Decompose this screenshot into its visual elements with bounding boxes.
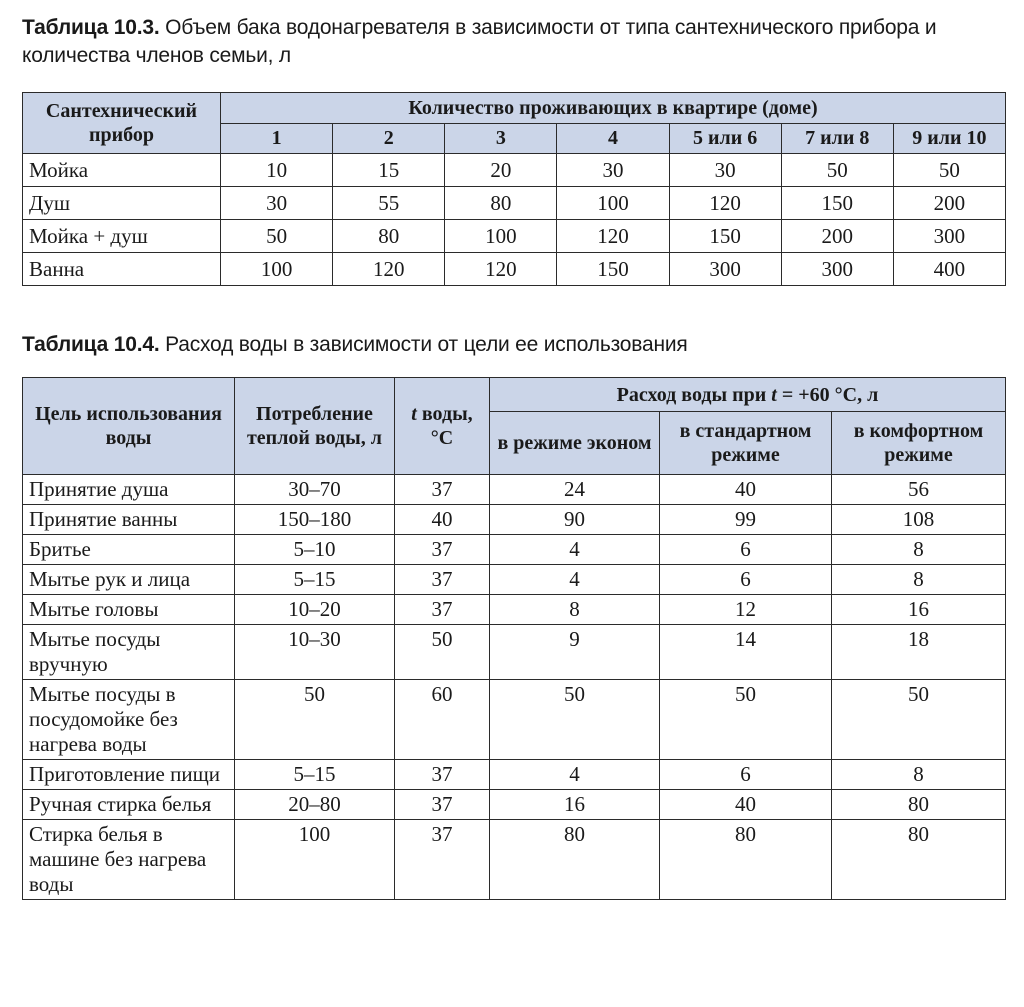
header-econ: в режиме эконом [490, 412, 660, 475]
cell-comf: 108 [832, 505, 1006, 535]
table-cell: 200 [781, 220, 893, 253]
table-cell: 15 [333, 154, 445, 187]
table-cell: 200 [893, 187, 1005, 220]
water-consumption-table [22, 377, 1006, 900]
cell-comf: 80 [832, 820, 1006, 900]
cell-consumption: 5–15 [235, 760, 395, 790]
cell-comf: 80 [832, 790, 1006, 820]
row-label: Душ [23, 187, 221, 220]
table-row [23, 154, 1006, 187]
row-label: Стирка белья в машине без нагрева воды [23, 820, 235, 900]
table-cell: 30 [221, 187, 333, 220]
cell-std: 6 [660, 760, 832, 790]
table-cell: 10 [221, 154, 333, 187]
table-cell: 20 [445, 154, 557, 187]
table-cell: 300 [893, 220, 1005, 253]
cell-consumption: 5–15 [235, 565, 395, 595]
table-row [23, 790, 1006, 820]
cell-std: 50 [660, 680, 832, 760]
table-cell: 80 [445, 187, 557, 220]
header-comf: в комфортном режиме [832, 412, 1006, 475]
table-row [23, 820, 1006, 900]
cell-temp: 37 [395, 820, 490, 900]
cell-std: 6 [660, 535, 832, 565]
table-cell: 120 [333, 253, 445, 286]
row-label: Бритье [23, 535, 235, 565]
table-cell: 120 [557, 220, 669, 253]
header-consumption: Потребление теплой воды, л [235, 378, 395, 475]
table-row [23, 475, 1006, 505]
cell-econ: 8 [490, 595, 660, 625]
row-label: Мойка [23, 154, 221, 187]
table-cell: 120 [669, 187, 781, 220]
table-cell: 150 [781, 187, 893, 220]
flow-post: = +60 °C, л [776, 383, 879, 406]
cell-std: 12 [660, 595, 832, 625]
table-10-4-caption [22, 331, 688, 359]
table-cell: 50 [893, 154, 1005, 187]
table-row [23, 535, 1006, 565]
table-row [23, 187, 1006, 220]
cell-comf: 8 [832, 565, 1006, 595]
table-cell: 30 [669, 154, 781, 187]
cell-std: 40 [660, 790, 832, 820]
cell-econ: 9 [490, 625, 660, 680]
table-row [23, 220, 1006, 253]
cell-econ: 80 [490, 820, 660, 900]
table-row [23, 595, 1006, 625]
cell-consumption: 30–70 [235, 475, 395, 505]
cell-comf: 18 [832, 625, 1006, 680]
header-std: в стандартном режиме [660, 412, 832, 475]
cell-comf: 8 [832, 760, 1006, 790]
row-label: Принятие душа [23, 475, 235, 505]
cell-std: 40 [660, 475, 832, 505]
cell-consumption: 10–20 [235, 595, 395, 625]
temp-label: воды, °C [416, 403, 473, 449]
cell-econ: 4 [490, 760, 660, 790]
table-cell: 120 [445, 253, 557, 286]
cell-econ: 50 [490, 680, 660, 760]
cell-std: 6 [660, 565, 832, 595]
row-label: Принятие ванны [23, 505, 235, 535]
cell-temp: 37 [395, 475, 490, 505]
cell-consumption: 5–10 [235, 535, 395, 565]
cell-temp: 37 [395, 535, 490, 565]
cell-std: 80 [660, 820, 832, 900]
cell-temp: 40 [395, 505, 490, 535]
table-cell: 150 [557, 253, 669, 286]
tank-volume-table [22, 92, 1006, 286]
cell-std: 14 [660, 625, 832, 680]
cell-consumption: 50 [235, 680, 395, 760]
header-purpose: Цель использования воды [23, 378, 235, 475]
cell-econ: 90 [490, 505, 660, 535]
header-residents: Количество проживающих в квартире (доме) [221, 93, 1006, 124]
flow-pre: Расход воды при [616, 383, 772, 406]
table-cell: 400 [893, 253, 1005, 286]
table-cell: 300 [781, 253, 893, 286]
table-cell: 150 [669, 220, 781, 253]
cell-consumption: 150–180 [235, 505, 395, 535]
table-cell: 50 [781, 154, 893, 187]
table-10-3-caption [22, 14, 1012, 70]
header-col: 5 или 6 [669, 123, 781, 154]
cell-consumption: 10–30 [235, 625, 395, 680]
cell-consumption: 20–80 [235, 790, 395, 820]
header-col: 1 [221, 123, 333, 154]
caption-text: Объем бака водонагревателя в зависимости от типа сантехнического прибора и количества членов семьи, л [22, 16, 937, 67]
table-row [23, 565, 1006, 595]
row-label: Ванна [23, 253, 221, 286]
header-temperature [395, 378, 490, 475]
table-cell: 100 [221, 253, 333, 286]
table-row [23, 680, 1006, 760]
cell-comf: 56 [832, 475, 1006, 505]
cell-econ: 4 [490, 535, 660, 565]
cell-consumption: 100 [235, 820, 395, 900]
table-row [23, 625, 1006, 680]
table-cell: 100 [557, 187, 669, 220]
cell-temp: 37 [395, 565, 490, 595]
cell-temp: 37 [395, 760, 490, 790]
t-symbol: t [771, 383, 777, 406]
cell-temp: 60 [395, 680, 490, 760]
caption-label: Таблица 10.4. [22, 333, 160, 356]
row-label: Мытье посуды вручную [23, 625, 235, 680]
table-row [23, 253, 1006, 286]
cell-temp: 37 [395, 595, 490, 625]
header-col: 2 [333, 123, 445, 154]
cell-comf: 50 [832, 680, 1006, 760]
caption-label: Таблица 10.3. [22, 16, 160, 39]
table-cell: 30 [557, 154, 669, 187]
row-label: Мытье посуды в посудомойке без нагрева воды [23, 680, 235, 760]
table-cell: 100 [445, 220, 557, 253]
header-col: 9 или 10 [893, 123, 1005, 154]
cell-temp: 50 [395, 625, 490, 680]
header-col: 3 [445, 123, 557, 154]
header-col: 4 [557, 123, 669, 154]
row-label: Мойка + душ [23, 220, 221, 253]
cell-std: 99 [660, 505, 832, 535]
table-cell: 50 [221, 220, 333, 253]
table-cell: 300 [669, 253, 781, 286]
header-device: Сантехнический прибор [23, 93, 221, 154]
row-label: Мытье рук и лица [23, 565, 235, 595]
header-col: 7 или 8 [781, 123, 893, 154]
cell-comf: 8 [832, 535, 1006, 565]
cell-temp: 37 [395, 790, 490, 820]
table-cell: 80 [333, 220, 445, 253]
table-row [23, 505, 1006, 535]
row-label: Мытье головы [23, 595, 235, 625]
table-cell: 55 [333, 187, 445, 220]
row-label: Ручная стирка белья [23, 790, 235, 820]
cell-econ: 16 [490, 790, 660, 820]
cell-comf: 16 [832, 595, 1006, 625]
t-symbol: t [411, 403, 417, 425]
table-row [23, 760, 1006, 790]
cell-econ: 24 [490, 475, 660, 505]
cell-econ: 4 [490, 565, 660, 595]
header-flow [490, 378, 1006, 412]
row-label: Приготовление пищи [23, 760, 235, 790]
caption-text: Расход воды в зависимости от цели ее использования [165, 333, 688, 356]
